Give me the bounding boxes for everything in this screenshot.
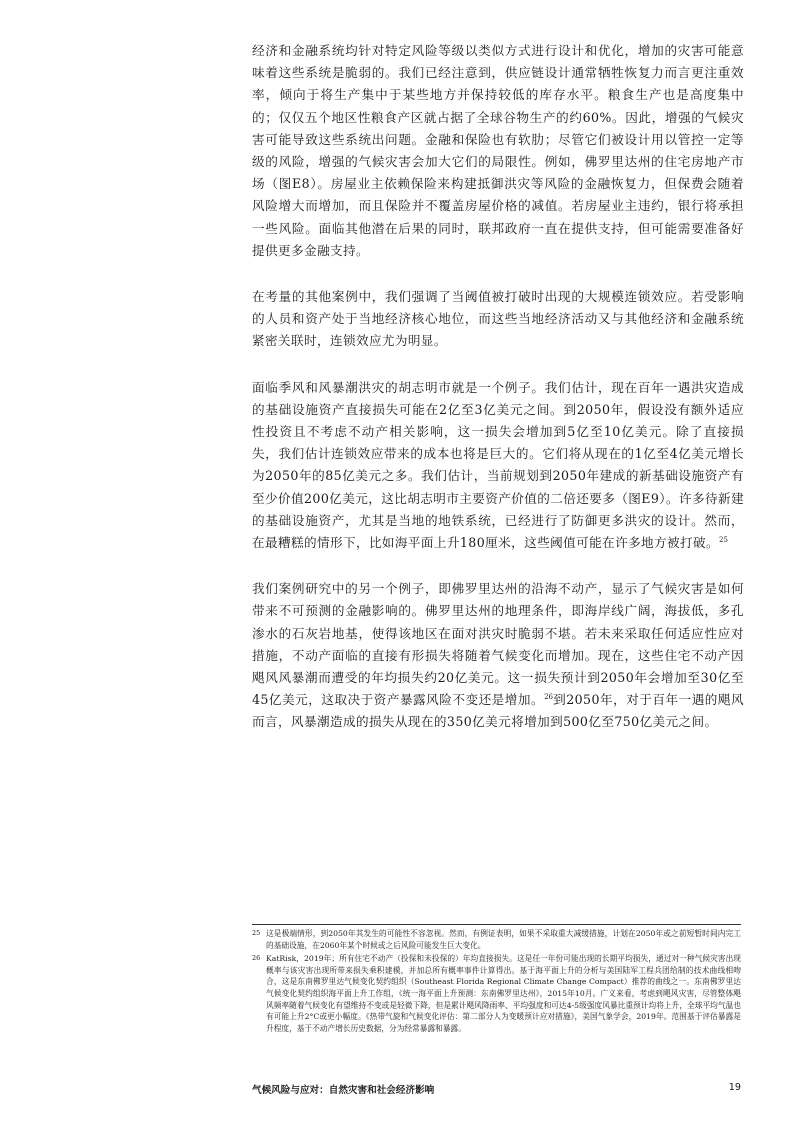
footnote-reference-25[interactable]: 25 (719, 536, 728, 545)
paragraph-ho-chi-minh-city (252, 377, 744, 555)
footnote-divider (252, 924, 741, 925)
paragraph-text-continued: 到2050年，对于百年一遇的飓风而言，风暴潮造成的损失从现在的350亿美元将增加到500亿至750亿美元之间。 (252, 692, 745, 730)
paragraph-cascading-effects (252, 286, 744, 353)
paragraph-text: 经济和金融系统均针对特定风险等级以类似方式进行设计和优化，增加的灾害可能意味着这些系统是脆弱的。我们已经注意到，供应链设计通常牺牲恢复力而言更注重效率，倾向于将生产集中于某些地方并保持较低的库存水平。粮食生产也是高度集中的；仅仅五个地区性粮食产区就占据了全球谷物生产的约60%。因此，增强的气候灾害可能导致这些系统出问题。金融和保险也有软肋；尽管它们被设计用以管控一定等级的风险，增强的气候灾害会加大它们的局限性。例如，佛罗里达州的住宅房地产市场（图E8）。房屋业主依赖保险来构建抵御洪灾等风险的金融恢复力，但保费会随着风险增大而增加，而且保险并不覆盖房屋价格的减值。若房屋业主违约，银行将承担一些风险。面临其他潜在后果的同时，联邦政府一直在提供支持，但可能需要准备好提供更多金融支持。 (252, 43, 744, 258)
paragraph-text: 面临季风和风暴潮洪灾的胡志明市就是一个例子。我们估计，现在百年一遇洪灾造成的基础设施资产直接损失可能在2亿至3亿美元之间。到2050年，假设没有额外适应性投资且不考虑不动产相关影响，这一损失会增加到5亿至10亿美元。除了直接损失，我们估计连锁效应带来的成本也将是巨大的。它们将从现在的1亿至4亿美元增长为2050年的85亿美元之多。我们估计，当前规划到2050年建成的新基础设施资产有至少价值200亿美元，这比胡志明市主要资产价值的二倍还要多（图E9）。许多待新建的基础设施资产，尤其是当地的地铁系统，已经进行了防御更多洪灾的设计。然而，在最糟糕的情形下，比如海平面上升180厘米，这些阈值可能在许多地方被打破。 (252, 379, 744, 551)
footnote-reference-26[interactable]: 26 (544, 693, 554, 702)
paragraph-florida-real-estate (252, 578, 744, 733)
footnotes (252, 928, 741, 1036)
footnote-text: KatRisk，2019年；所有住宅不动产（投保和未投保的）年均直接损失。这是任一年份可能出现的长期平均损失，通过对一种气候灾害出现概率与该灾害出现所带来损失乘积建模，并加总所有概率事件计算得出。基于海平面上升的分析与美国陆军工程兵团给制的技术曲线相吻合，这是东南佛罗里达气候变化契约组织（Southeast Florida Regional Climate Change Compact）推荐的曲线之一。东南佛罗里达气候变化契约组织海平面上升工作组，《统一海平面上升预测：东南佛罗里达州》，2015年10月。广义来看，考虑到飓风灾害，尽管整体飓风频率随着气候变化有望维持不变或是轻微下降，但是累计飓风降雨率、平均强度和可达4-5级强度风暴比重预计均将上升，全球平均气温也有可能上升2°C或更小幅度。《热带气旋和气候变化评估：第二部分人为变暖预计应对措施》，美国气象学会，2019年。范围基于评估暴露是升程度，基于不动产增长历史数据，分为经常暴露和暴露。 (266, 954, 741, 1033)
footnote-number: 26 (252, 954, 261, 963)
paragraph-text: 我们案例研究中的另一个例子，即佛罗里达州的沿海不动产，显示了气候灾害是如何带来不可预测的金融影响的。佛罗里达州的地理条件，即海岸线广阔，海拔低，多孔渗水的石灰岩地基，使得该地区在面对洪灾时脆弱不堪。若未来采取任何适应性应对措施，不动产面临的直接有形损失将随着气候变化而增加。现在，这些住宅不动产因飓风风暴潮而遭受的年均损失约20亿美元。这一损失预计到2050年会增加至30亿至45亿美元，这取决于资产暴露风险不变还是增加。 (252, 581, 744, 708)
footnote-number: 25 (252, 929, 261, 937)
footnote-25 (252, 928, 741, 951)
paragraph-systems-fragility (252, 40, 744, 262)
body-text (252, 40, 744, 758)
paragraph-text: 在考量的其他案例中，我们强调了当阈值被打破时出现的大规模连锁效应。若受影响的人员和资产处于当地经济核心地位，而这些当地经济活动又与其他经济和金融系统紧密关联时，连锁效应尤为明显。 (252, 289, 744, 349)
page-number: 19 (728, 1082, 741, 1093)
footnote-text: 这是极端情形，到2050年其发生的可能性不容忽视。然而，有例证表明，如果不采取重大减缓措施，计划在2050年或之前短暂时间内完工的基础设施，在2060年某个时候或之后风险可能发生巨大变化。 (266, 929, 741, 950)
footnote-26 (252, 953, 741, 1034)
running-footer-title: 气候风险与应对：自然灾害和社会经济影响 (252, 1085, 435, 1096)
